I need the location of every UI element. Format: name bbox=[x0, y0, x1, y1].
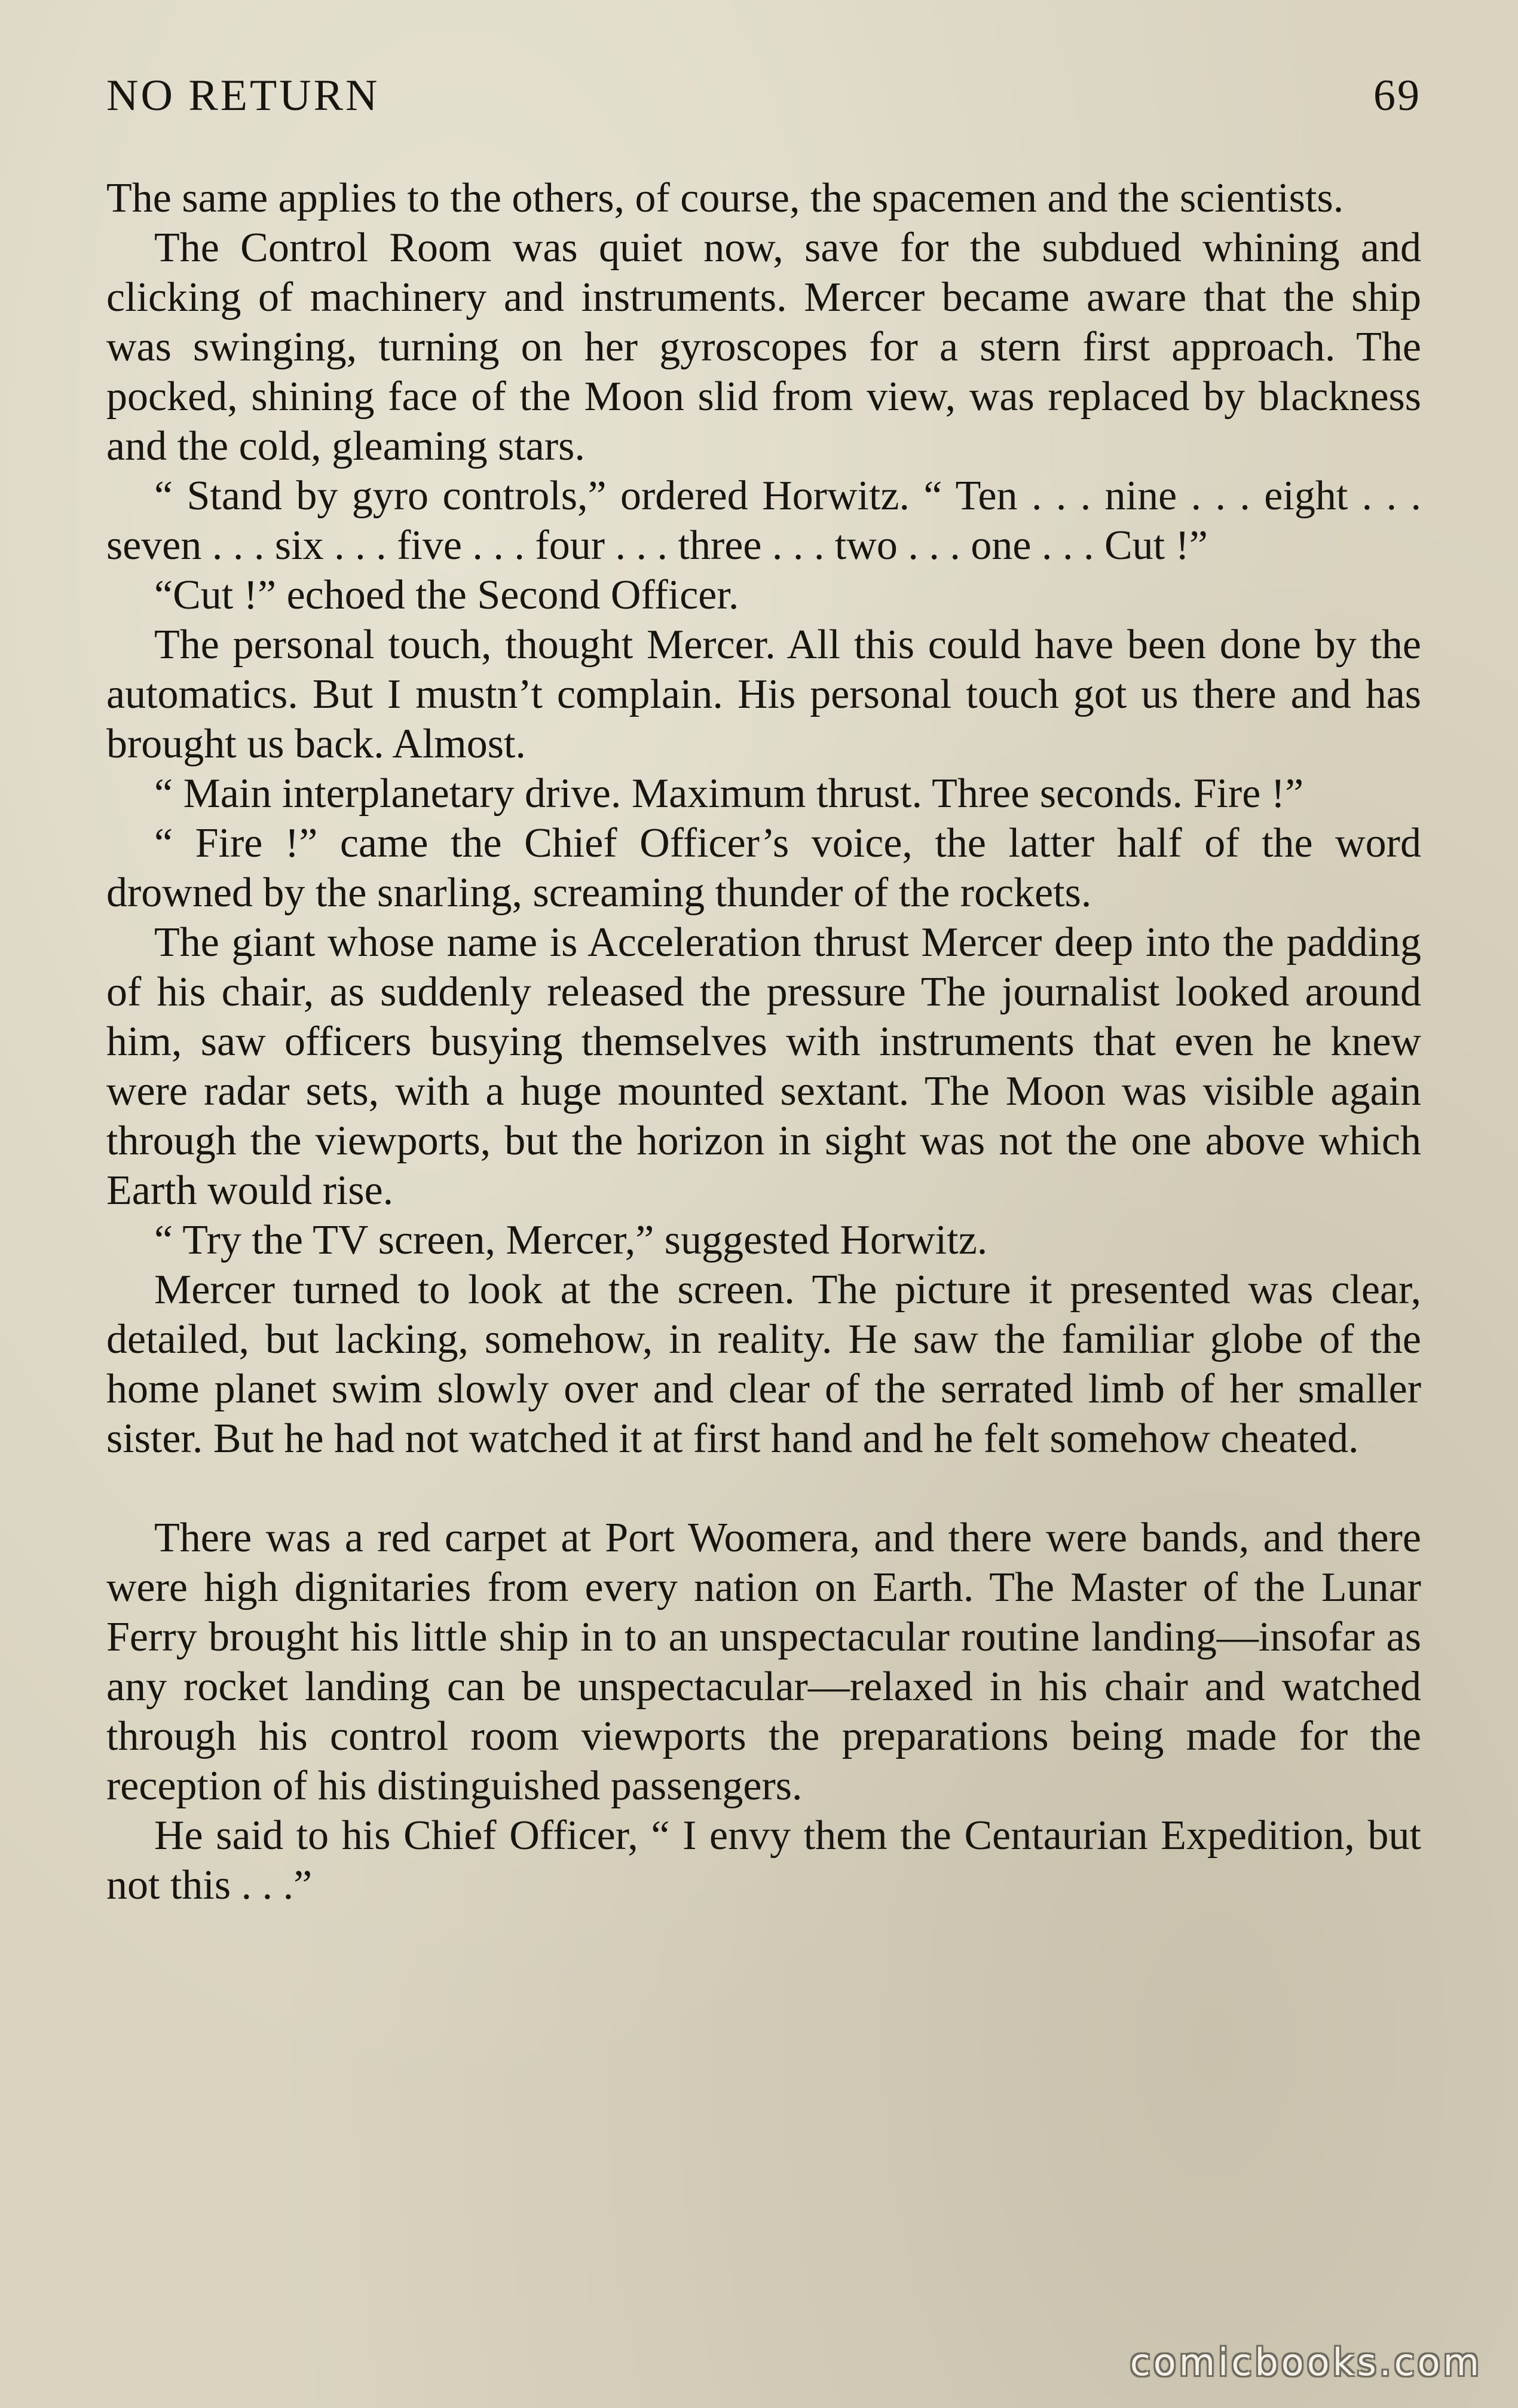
running-head bbox=[106, 71, 1421, 136]
paragraph: “ Try the TV screen, Mercer,” suggested Horwitz. bbox=[154, 1217, 988, 1263]
paragraph: The giant whose name is Acceleration thrust Mercer deep into the padding of his chair, as suddenly released the pressure The journalist looked around him, saw officers busying themselves with instruments that even he knew were radar sets, with a huge mounted sextant. The Moon was visible again through the viewports, but the horizon in sight was not the one above which Earth would rise. bbox=[106, 919, 1421, 1214]
paragraph: “ Fire !” came the Chief Officer’s voice, the latter half of the word drowned by the snarling, screaming thunder of the rockets. bbox=[106, 820, 1421, 916]
page-number: 69 bbox=[1373, 71, 1421, 120]
paragraph: “ Stand by gyro controls,” ordered Horwitz. “ Ten . . . nine . . . eight . . . seven . . . six . . . five . . . four . . . three . . . two . . . one . . . Cut !” bbox=[106, 473, 1421, 569]
paragraph: The same applies to the others, of course, the spacemen and the scientists. bbox=[106, 175, 1344, 221]
paragraph: “ Main interplanetary drive. Maximum thrust. Three seconds. Fire !” bbox=[154, 771, 1304, 817]
paragraph: There was a red carpet at Port Woomera, and there were bands, and there were high dignitaries from every nation on Earth. The Master of the Lunar Ferry brought his little ship in to an unspectacular routine landing—insofar as any rocket landing can be unspectacular—relaxed in his chair and watched through his control room viewports the preparations being made for the reception of his distinguished passengers. bbox=[106, 1515, 1421, 1809]
paragraph: Mercer turned to look at the screen. The picture it presented was clear, detailed, but lacking, somehow, in reality. He saw the familiar globe of the home planet swim slowly over and clear of the serrated limb of her smaller sister. But he had not watched it at first hand and he felt somehow cheated. bbox=[106, 1267, 1421, 1462]
paragraph: “Cut !” echoed the Second Officer. bbox=[154, 572, 739, 618]
paragraph: The personal touch, thought Mercer. All this could have been done by the automatics. But I mustn’t complain. His personal touch got us there and has brought us back. Almost. bbox=[106, 622, 1421, 767]
paragraph: The Control Room was quiet now, save for the subdued whining and clicking of machinery and instruments. Mercer became aware that the ship was swinging, turning on her gyroscopes for a stern first approach. The pocked, shining face of the Moon slid from view, was replaced by blackness and the cold, gleaming stars. bbox=[106, 225, 1421, 469]
section-break bbox=[106, 1463, 1421, 1513]
paragraph: He said to his Chief Officer, “ I envy them the Centaurian Expedition, but not this . . .” bbox=[106, 1813, 1421, 1908]
body-text bbox=[106, 173, 1421, 1910]
running-title: NO RETURN bbox=[106, 71, 380, 120]
watermark-logo: comicbooks.com bbox=[1130, 2340, 1482, 2384]
book-page bbox=[106, 71, 1421, 1910]
